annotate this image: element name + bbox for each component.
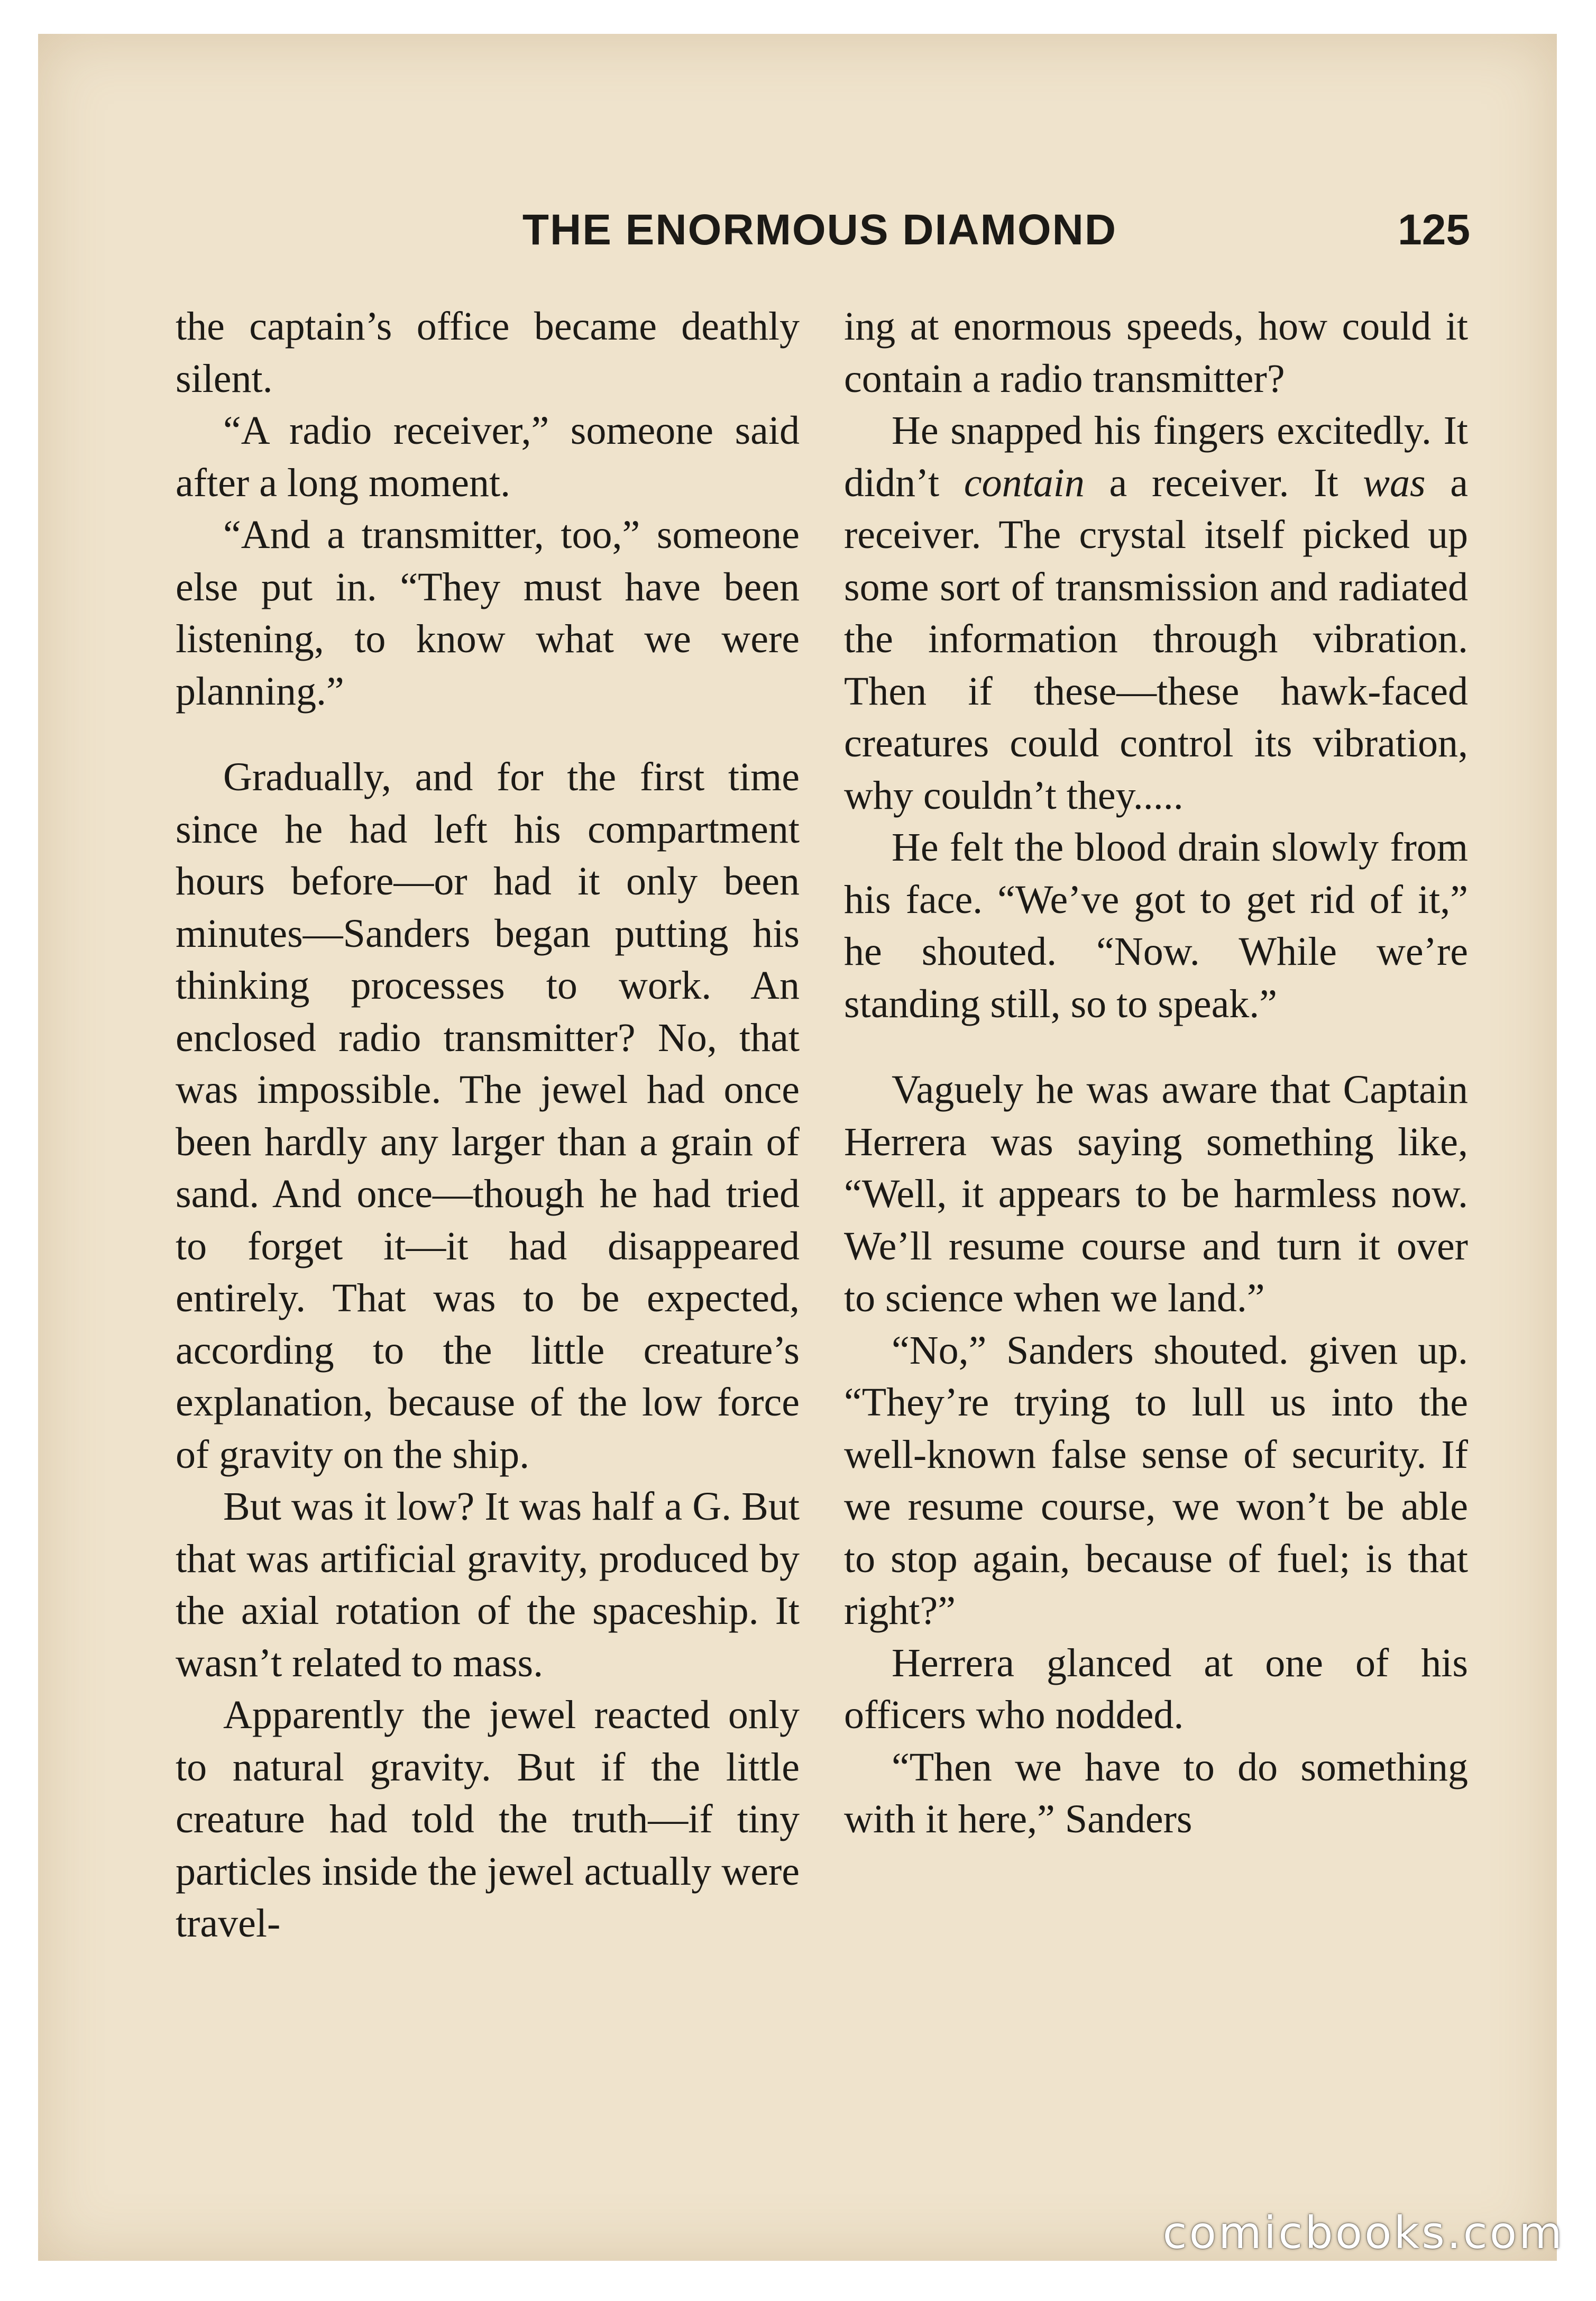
paragraph: “No,” Sanders shouted. given up. “They’re trying to lull us into the well-known false sense of security. If we resume course, we won’t be able to stop again, because of fuel; is that right?” (844, 1328, 1468, 1633)
paragraph: Herrera glanced at one of his officers who nodded. (844, 1640, 1468, 1737)
paragraph (844, 405, 1468, 821)
paragraph: “A radio receiver,” someone said after a long moment. (176, 408, 800, 505)
text-run: a receiver. The crystal itself picked up some sort of transmission and radiated the information through vibration. Then if these—these hawk-faced creatures could control its vibration, why couldn’t they..... (844, 460, 1468, 818)
paragraph: ing at enormous speeds, how could it contain a radio transmitter? (844, 304, 1468, 401)
paragraph: the captain’s office became deathly silent. (176, 304, 800, 401)
paragraph: Gradually, and for the first time since he had left his compartment hours before—or had it only been minutes—Sanders began putting his thinking processes to work. An enclosed radio transmitter? No, that was impossible. The jewel had once been hardly any larger than a grain of sand. And once—though he had tried to forget it—it had disappeared entirely. That was to be expected, according to the little creature’s explanation, because of the low force of gravity on the ship. (176, 755, 800, 1477)
text-run: a receiver. It (1084, 460, 1363, 505)
emphasis: contain (964, 460, 1085, 505)
right-column (844, 300, 1468, 1846)
paragraph: “Then we have to do something with it here,” Sanders (844, 1745, 1468, 1841)
watermark: comicbooks.com (1162, 2207, 1564, 2259)
page-number: 125 (1398, 206, 1470, 254)
paragraph: “And a transmitter, too,” someone else put in. “They must have been listening, to know what we were planning.” (176, 513, 800, 714)
paragraph: Vaguely he was aware that Captain Herrera was saying something like, “Well, it appears to be harmless now. We’ll resume course and turn it over to science when we land.” (844, 1067, 1468, 1320)
text-run: He snapped his fingers excitedly. It didn’t (844, 408, 1468, 505)
left-column (176, 300, 800, 1950)
running-header (169, 205, 1470, 285)
paragraph: Apparently the jewel reacted only to natural gravity. But if the little creature had told the truth—if tiny particles inside the jewel actually were travel- (176, 1693, 800, 1946)
emphasis: was (1363, 460, 1426, 505)
running-title: THE ENORMOUS DIAMOND (522, 206, 1117, 254)
paragraph: He felt the blood drain slowly from his face. “We’ve got to get rid of it,” he shouted. “Now. While we’re standing still, so to speak.” (844, 825, 1468, 1026)
paragraph: But was it low? It was half a G. But that was artificial gravity, produced by the axial rotation of the spaceship. It wasn’t related to mass. (176, 1484, 800, 1685)
